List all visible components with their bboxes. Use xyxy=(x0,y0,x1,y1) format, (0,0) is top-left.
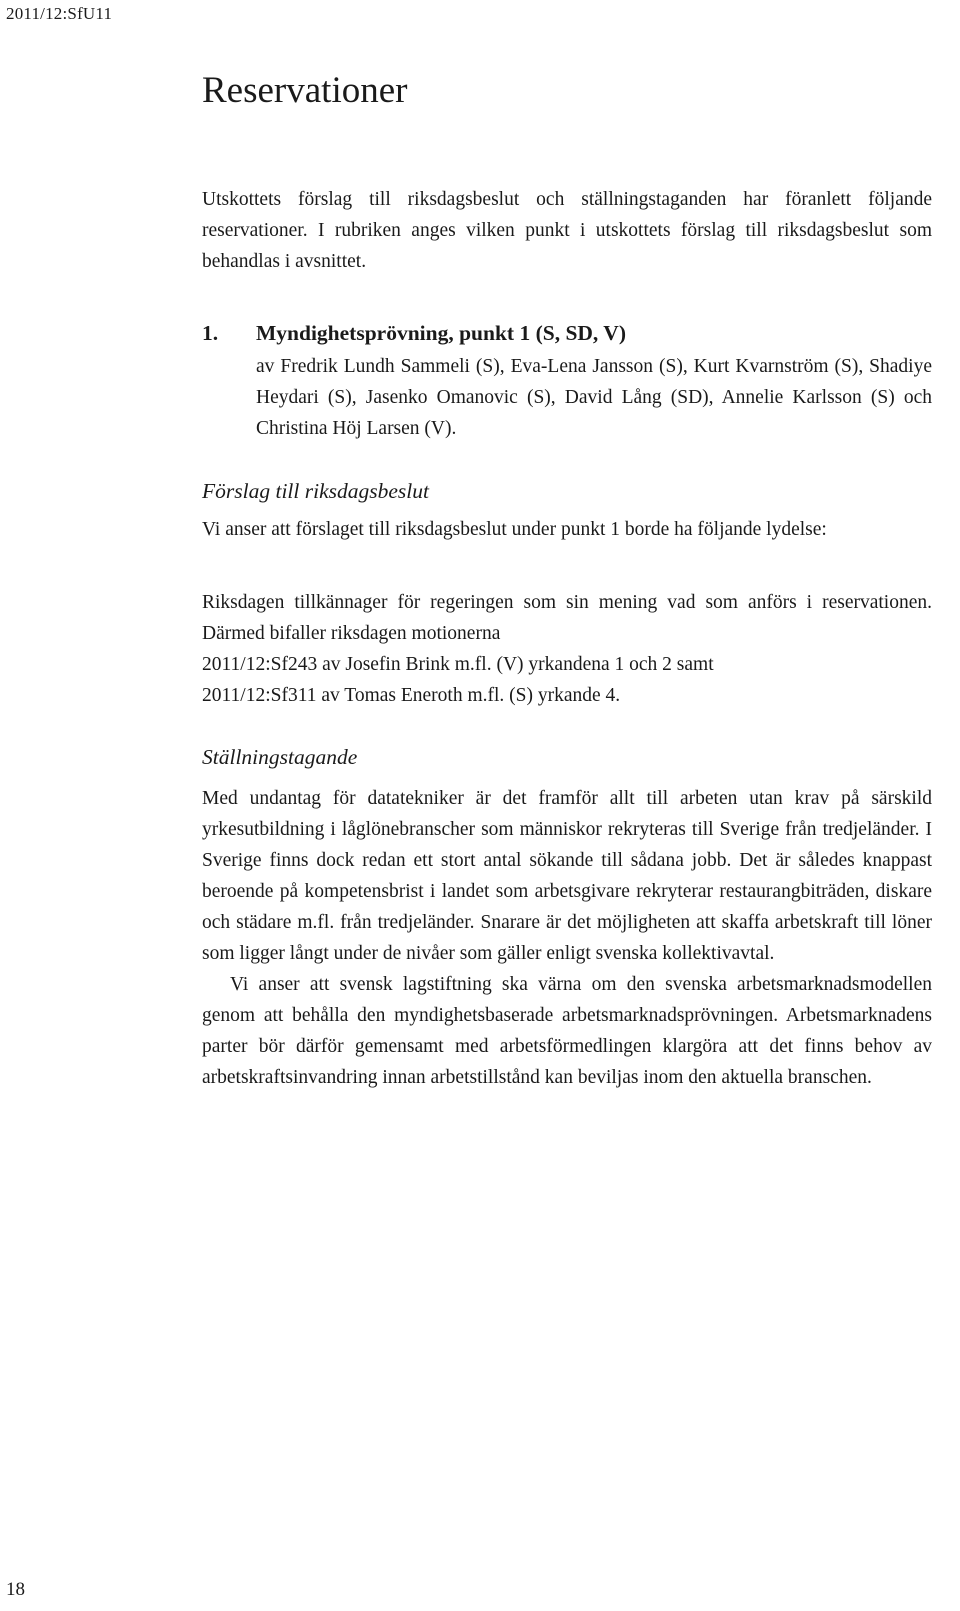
forslag-heading: Förslag till riksdagsbeslut xyxy=(202,479,429,503)
reservation-title: Myndighetsprövning, punkt 1 (S, SD, V) xyxy=(256,321,626,345)
document-reference: 2011/12:SfU11 xyxy=(6,4,113,23)
reservation-authors: av Fredrik Lundh Sammeli (S), Eva-Lena Jansson (S), Kurt Kvarnström (S), Shadiye Heydari (S), Jasenko Omanovic (S), David Lång (SD), Annelie Karlsson (S) och Christina Höj Larsen (V). xyxy=(256,356,932,439)
stallningstagande-paragraph: Vi anser att svensk lagstiftning ska värna om den svenska arbetsmarknadsmodellen genom att behålla den myndighetsbaserade arbetsmarknadsprövningen. Arbetsmarknadens parter bör därför gemensamt med arbetsförmedlingen klargöra att det finns behov av arbetskraftsinvandring innan arbetstillstånd kan beviljas inom den aktuella branschen. xyxy=(202,974,932,1088)
stallningstagande-body xyxy=(202,783,932,1093)
intro-paragraph: Utskottets förslag till riksdagsbeslut och ställningstaganden har föranlett följande reservationer. I rubriken anges vilken punkt i utskottets förslag till riksdagsbeslut som behandlas i avsnittet. xyxy=(202,189,932,272)
stallningstagande-heading: Ställningstagande xyxy=(202,745,358,769)
decision-line: 2011/12:Sf243 av Josefin Brink m.fl. (V) yrkandena 1 och 2 samt xyxy=(202,654,714,675)
forslag-paragraph: Vi anser att förslaget till riksdagsbeslut under punkt 1 borde ha följande lydelse: xyxy=(202,519,827,540)
forslag-decision-text xyxy=(202,587,932,711)
page-number: 18 xyxy=(6,1579,25,1600)
page-title: Reservationer xyxy=(202,70,408,111)
reservation-number: 1. xyxy=(202,321,219,345)
reservation-heading xyxy=(202,318,932,349)
stallningstagande-paragraph: Med undantag för datatekniker är det framför allt till arbeten utan krav på särskild yrkesutbildning i låglönebranscher som människor rekryteras till Sverige från tredjeländer. I Sverige finns dock redan ett stort antal sökande till sådana jobb. Det är således knappast beroende på kompetensbrist i landet som arbetsgivare rekryterar restaurangbiträden, diskare och städare m.fl. från tredjeländer. Snarare är det möjligheten att skaffa arbetskraft till löner som ligger långt under de nivåer som gäller enligt svenska kollektivavtal. xyxy=(202,788,932,964)
decision-line: Riksdagen tillkännager för regeringen som sin mening vad som anförs i reservationen. Därmed bifaller riksdagen motionerna xyxy=(202,592,932,644)
decision-line: 2011/12:Sf311 av Tomas Eneroth m.fl. (S) yrkande 4. xyxy=(202,685,621,706)
